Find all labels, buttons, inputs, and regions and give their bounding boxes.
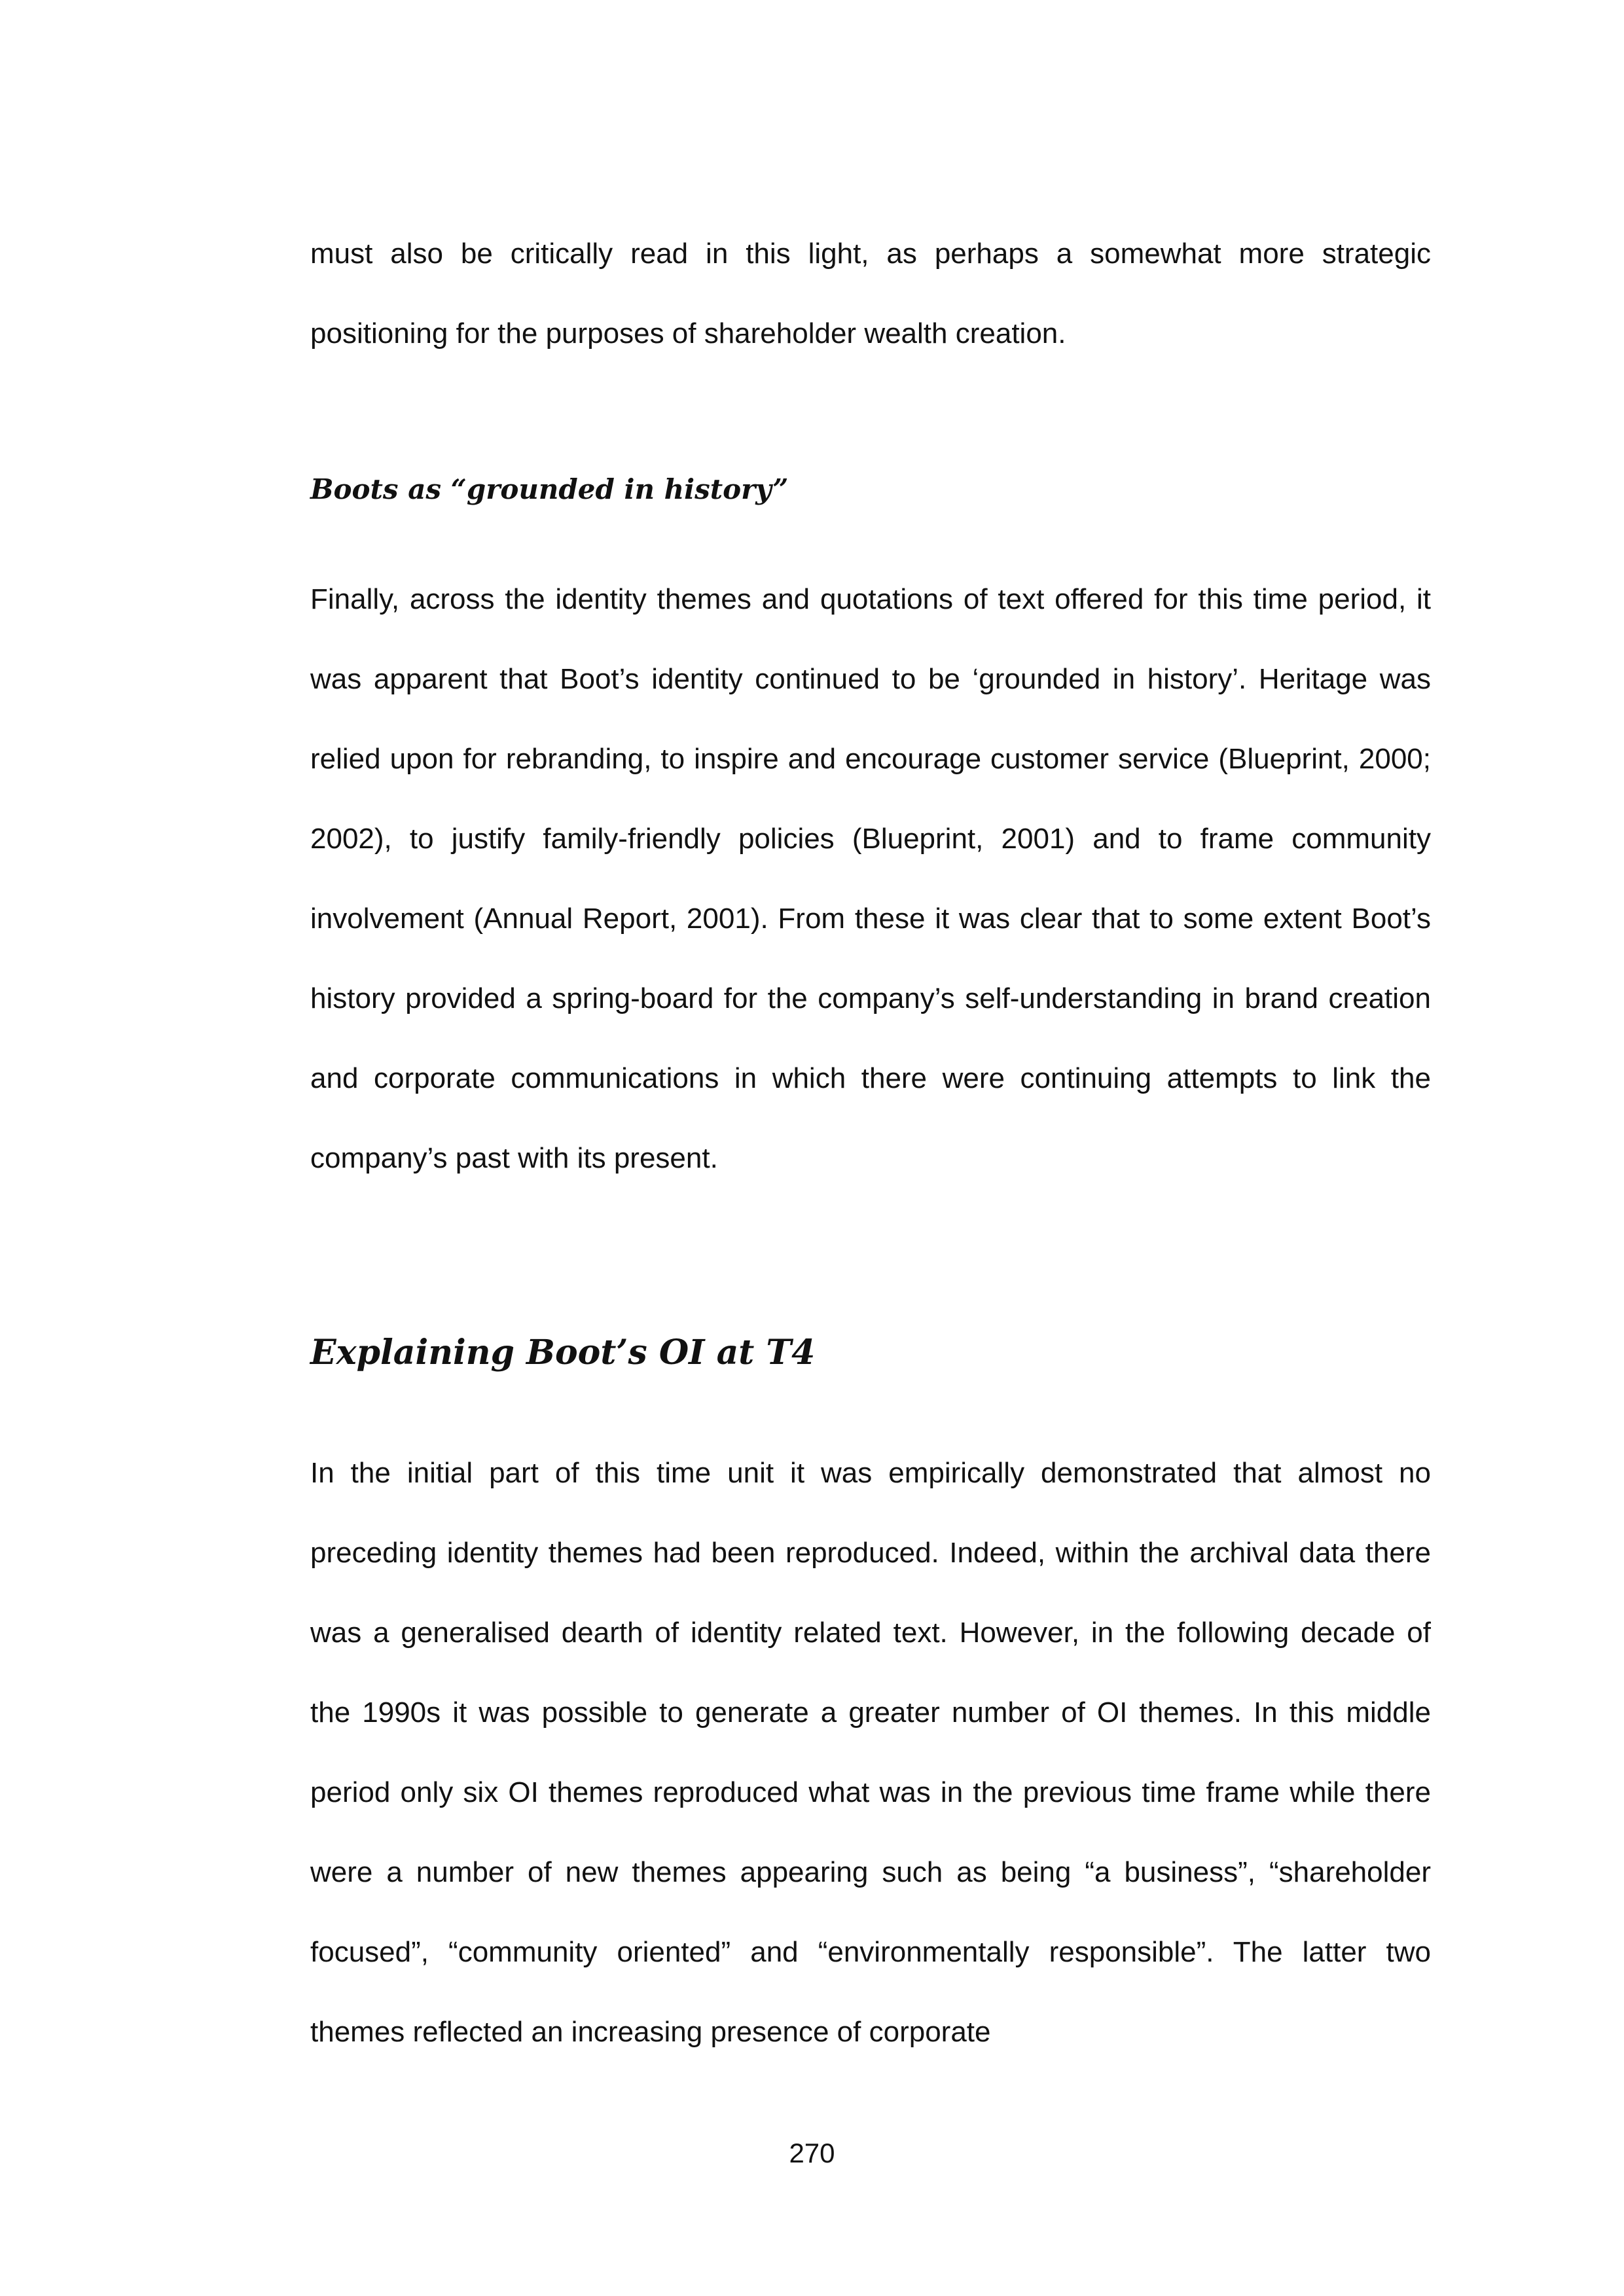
body-paragraph: Finally, across the identity themes and quotations of text offered for this time period, it was apparent that Boot’s identity continued to be ‘grounded in history’. Heritage was relied upon for rebranding, to inspire and encourage customer service (Blueprint, 2000; 2002), to justify family-friendly policies (Blueprint, 2001) and to frame community involvement (Annual Report, 2001). From these it was clear that to some extent Boot’s history provided a spring-board for the company’s self-understanding in brand creation and corporate communications in which there were continuing attempts to link the company’s past with its present. — [310, 583, 1431, 1174]
text-block-middle — [310, 560, 1431, 1198]
section-subheading: Boots as “grounded in history” — [310, 473, 789, 505]
body-paragraph: In the initial part of this time unit it was empirically demonstrated that almost no preceding identity themes had been reproduced. Indeed, within the archival data there was a generalised dearth of identity related text. However, in the following decade of the 1990s it was possible to generate a greater number of OI themes. In this middle period only six OI themes reproduced what was in the previous time frame while there were a number of new themes appearing such as being “a business”, “shareholder focused”, “community oriented” and “environmentally responsible”. The latter two themes reflected an increasing presence of corporate — [310, 1457, 1431, 2048]
section-heading: Explaining Boot’s OI at T4 — [310, 1333, 816, 1372]
text-block-top — [310, 214, 1431, 374]
page-number: 270 — [789, 2138, 835, 2168]
text-block-bottom — [310, 1433, 1431, 2072]
body-paragraph: must also be critically read in this light, as perhaps a somewhat more strategic positioning for the purposes of shareholder wealth creation. — [310, 238, 1431, 350]
